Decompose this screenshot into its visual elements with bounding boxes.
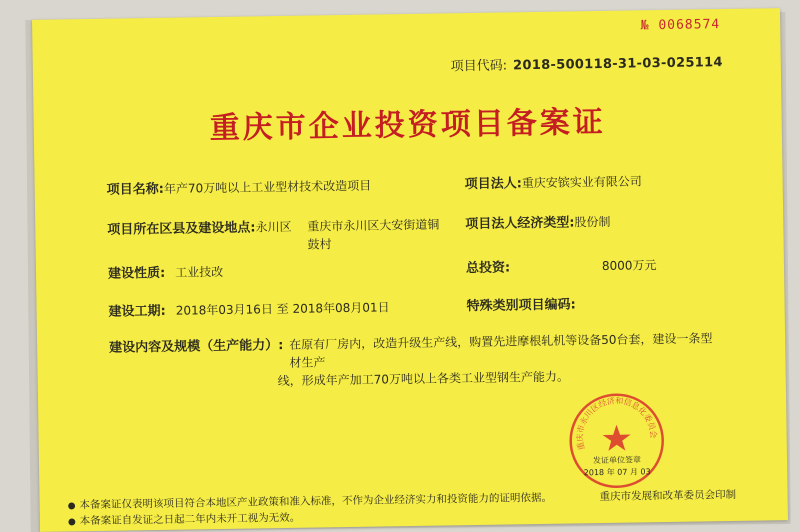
content-value-field — [277, 329, 720, 390]
economic-type-label: 项目法人经济类型: — [465, 215, 575, 233]
certificate-title: 重庆市企业投资项目备案证 — [209, 104, 606, 147]
legal-person-label: 项目法人: — [464, 176, 522, 193]
seal-star-icon — [602, 425, 630, 451]
period-field — [108, 298, 389, 321]
project-code-value: 2018-500118-31-03-025114 — [512, 55, 723, 74]
content-line-1: 在原有厂房内，改造升级生产线，购置先进摩根轧机等设备50台套，建设一条型材生产 — [289, 331, 713, 370]
project-code-row — [451, 51, 723, 74]
address-line-2: 鼓村 — [307, 237, 332, 252]
period-value: 2018年03月16日 至 2018年08月01日 — [175, 300, 390, 318]
nature-field — [108, 263, 224, 284]
legal-person-field — [465, 172, 642, 194]
serial-number: № 0068574 — [640, 17, 721, 34]
economic-type-field — [465, 213, 610, 234]
economic-type-value: 股份制 — [574, 214, 611, 230]
investment-value-field — [602, 256, 657, 275]
special-label: 特殊类别项目编码: — [466, 297, 576, 315]
project-name-label: 项目名称: — [106, 181, 165, 198]
address-line-1: 重庆市永川区大安街道铜 — [307, 217, 440, 234]
certificate — [32, 8, 788, 532]
footer-note-2: ● 本备案证自发证之日起二年内未开工视为无效。 — [67, 511, 301, 528]
period-label: 建设工期: — [108, 303, 166, 320]
issue-label: 发证单位签章 — [592, 455, 642, 466]
legal-person-value: 重庆安镔实业有限公司 — [521, 174, 642, 191]
bullet-icon: ● — [67, 501, 76, 512]
project-code-label: 项目代码: — [450, 58, 508, 75]
bullet-icon: ● — [67, 517, 76, 528]
content-label-field — [109, 336, 283, 358]
content-label: 建设内容及规模（生产能力）: — [109, 337, 284, 356]
address-field — [307, 216, 440, 254]
investment-value: 8000万元 — [601, 258, 657, 273]
footer-note-1: ● 本备案证仅表明该项目符合本地区产业政策和准入标准，不作为企业经济实力和投资能力的证明依据。 — [67, 491, 553, 512]
project-name-value: 年产70万吨以上工业型材技术改造项目 — [163, 178, 372, 196]
location-label: 项目所在区县及建设地点: — [107, 220, 256, 238]
content-line-2: 线，形成年产加工70万吨以上各类工业型钢生产能力。 — [277, 369, 570, 389]
seal-ring-text: 重庆市永川区经济和信息化委员会 — [575, 396, 658, 452]
investment-label: 总投资: — [465, 260, 511, 277]
district-value: 永川区 — [255, 219, 292, 235]
investment-label-field — [466, 258, 510, 278]
nature-value: 工业技改 — [175, 264, 224, 280]
issue-date: 2018 年 07 月 03 — [583, 467, 651, 478]
project-name-field — [107, 177, 372, 200]
printer-note: 重庆市发展和改革委员会印制 — [599, 488, 737, 504]
location-field — [107, 218, 291, 240]
nature-label: 建设性质: — [107, 265, 166, 282]
special-field — [466, 295, 575, 316]
official-seal — [566, 390, 668, 492]
